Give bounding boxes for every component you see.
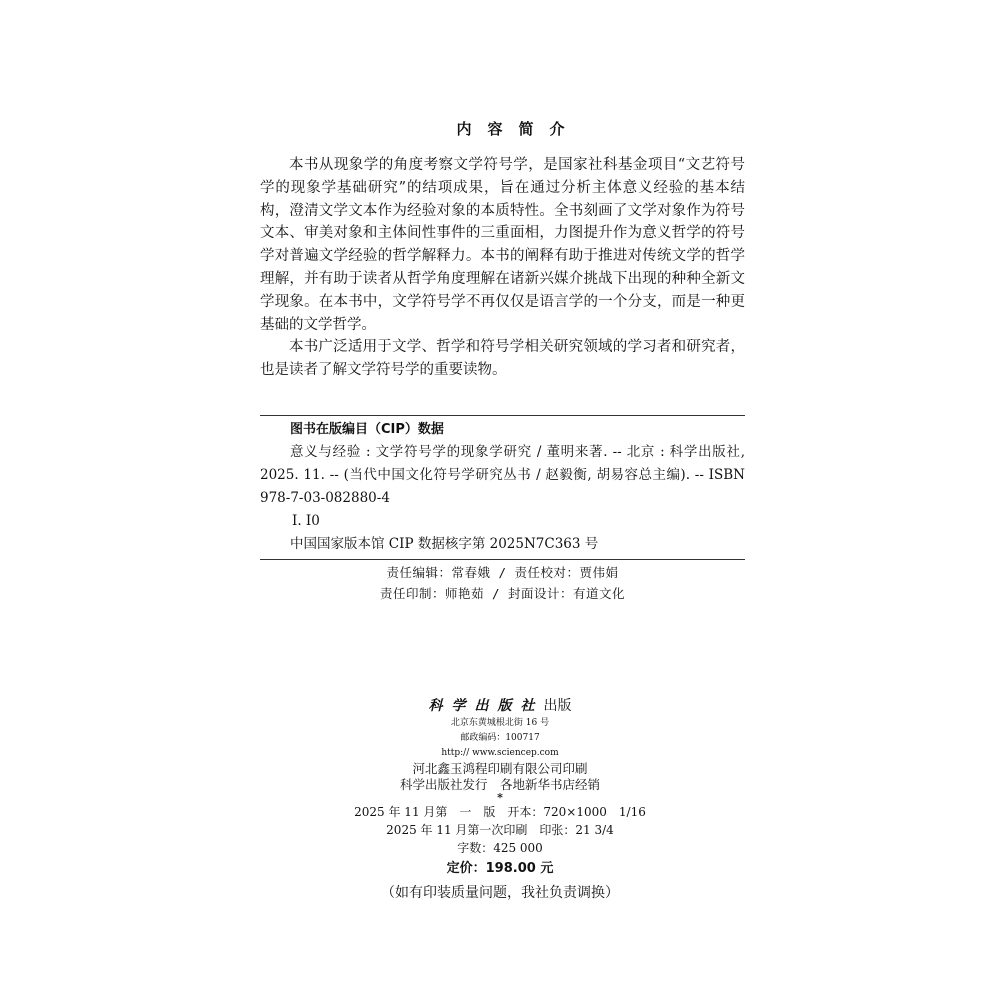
edition-line: 2025 年 11 月第 一 版 开本：720×1000 1/16: [354, 805, 646, 819]
synopsis-paragraph: 本书从现象学的角度考察文学符号学，是国家社科基金项目“文艺符号学的现象学基础研究”的结项成果，旨在通过分析主体意义经验的基本结构，澄清文学文本作为经验对象的本质特性。全书刻画了文学对象作为符号文本、审美对象和主体间性事件的三重面相，力图提升作为意义哲学的符号学对普遍文学经验的哲学解释力。本书的阐释有助于推进对传统文学的哲学理解，并有助于读者从哲学角度理解在诸新兴媒介挑战下出现的种种全新文学现象。在本书中，文学符号学不再仅仅是语言学的一个分支，而是一种更基础的文学哲学。: [260, 157, 745, 333]
cip-entry: 意义与经验 : 文学符号学的现象学研究 / 董明来著. -- 北京 : 科学出版社, 2025. 11. -- (当代中国文化符号学研究丛书 / 赵毅衡, 胡易容总主编). -- ISBN 978-7-03-082880-4: [260, 444, 745, 506]
cip-data-block: [260, 415, 745, 560]
credits-line: 责任编辑：常春娥 / 责任校对：贾伟娟: [386, 565, 619, 580]
distribution-line: 科学出版社发行 各地新华书店经销: [399, 777, 600, 792]
printing-line: 2025 年 11 月第一次印刷 印张：21 3/4: [386, 823, 614, 837]
word-count: 字数：425 000: [457, 841, 543, 855]
publisher-website: http:// www.sciencep.com: [441, 748, 559, 758]
publisher-address: 北京东黄城根北街 16 号: [450, 718, 550, 728]
credits-line: 责任印制：师艳茹 / 封面设计：有道文化: [379, 586, 626, 601]
publisher-postcode: 邮政编码：100717: [460, 733, 540, 743]
synopsis-body: [260, 154, 745, 382]
cip-heading: 图书在版编目（CIP）数据: [290, 422, 444, 437]
cip-number: 中国国家版本馆 CIP 数据核字第 2025N7C363 号: [290, 536, 599, 552]
separator-star: *: [497, 791, 503, 804]
printer-line: 河北鑫玉鸿程印刷有限公司印刷: [412, 761, 588, 776]
publisher-logo: 科学出版社: [428, 698, 544, 714]
publisher-name: [300, 696, 700, 716]
editor-credits: [260, 562, 745, 604]
publisher-name-suffix: 出版: [543, 698, 572, 714]
synopsis-title: 内容简介: [456, 120, 581, 138]
publisher-info: [300, 696, 700, 905]
quality-note: （如有印装质量问题，我社负责调换）: [381, 885, 619, 901]
price: 定价：198.00 元: [446, 861, 554, 876]
synopsis-paragraph: 本书广泛适用于文学、哲学和符号学相关研究领域的学习者和研究者，也是读者了解文学符号学的重要读物。: [260, 339, 745, 379]
cip-classification: Ⅰ. I0: [292, 513, 320, 529]
